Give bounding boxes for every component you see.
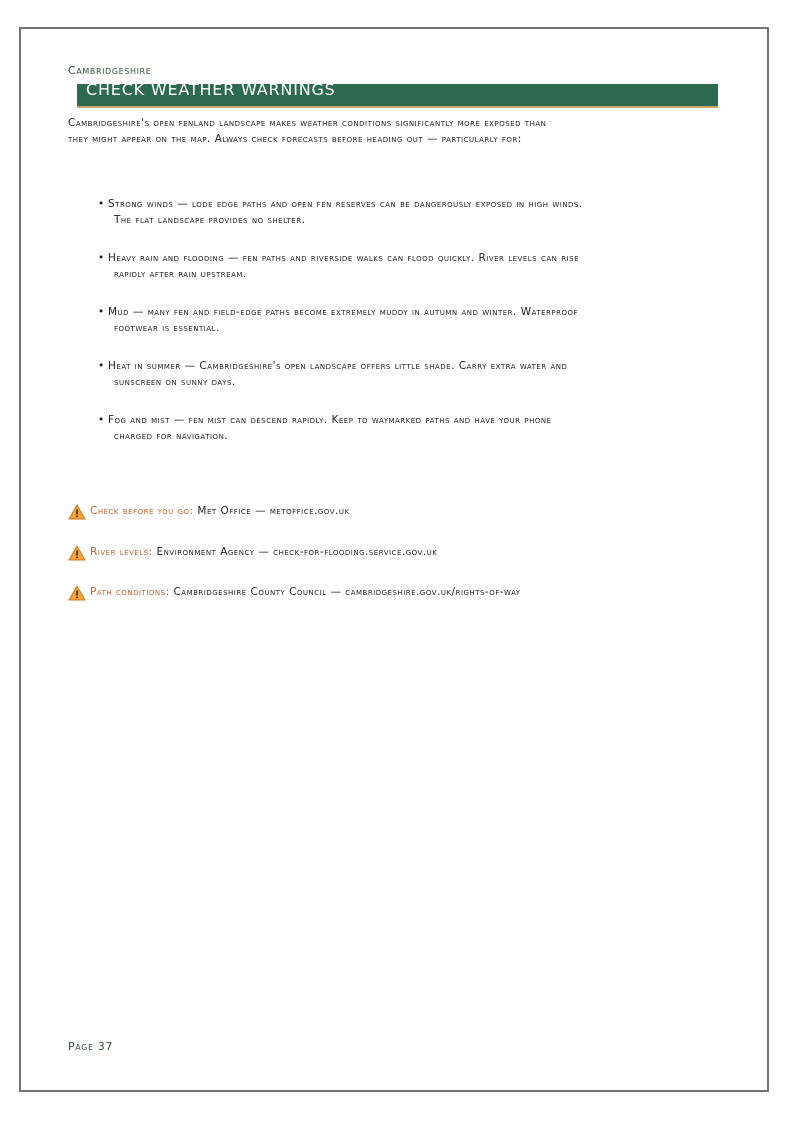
notice-label: River levels: (90, 546, 153, 558)
intro-paragraph: Cambridgeshire's open fenland landscape makes weather conditions significantly more exposed than they might appear on the map. Always check forecasts before heading out — particularly for: (68, 117, 547, 145)
list-item (88, 250, 588, 282)
notice-text: Environment Agency — check-for-flooding.service.gov.uk (156, 546, 438, 558)
notice-path-conditions (68, 584, 588, 601)
notice-check-before-you-go (68, 503, 588, 520)
notice-text: Met Office — metoffice.gov.uk (197, 505, 350, 517)
weather-hazard-list (88, 196, 588, 466)
warning-icon (68, 585, 86, 601)
bullet-icon: • (98, 360, 105, 372)
bullet-icon: • (98, 306, 105, 318)
list-item (88, 358, 588, 390)
list-item (88, 304, 588, 336)
notice-river-levels (68, 544, 588, 561)
list-item-text: Strong winds — lode edge paths and open fen reserves can be dangerously exposed in high winds. The flat landscape provides no shelter. (108, 198, 583, 226)
page-number: Page 37 (68, 1040, 113, 1053)
warning-icon (68, 545, 86, 561)
list-item-text: Heavy rain and flooding — fen paths and riverside walks can flood quickly. River levels can rise rapidly after rain upstream. (108, 252, 579, 280)
list-item (88, 196, 588, 228)
section-title: CHECK WEATHER WARNINGS (86, 80, 336, 99)
bullet-icon: • (98, 414, 105, 426)
list-item (88, 412, 588, 444)
running-header: Cambridgeshire (68, 64, 152, 77)
list-item-text: Fog and mist — fen mist can descend rapidly. Keep to waymarked paths and have your phone charged for navigation. (108, 414, 552, 442)
notice-label: Path conditions: (90, 586, 170, 598)
list-item-text: Heat in summer — Cambridgeshire's open landscape offers little shade. Carry extra water and sunscreen on sunny days. (108, 360, 568, 388)
notice-text: Cambridgeshire County Council — cambridgeshire.gov.uk/rights-of-way (173, 586, 521, 598)
section-title-bar (77, 80, 718, 108)
bullet-icon: • (98, 198, 105, 210)
list-item-text: Mud — many fen and field-edge paths become extremely muddy in autumn and winter. Waterproof footwear is essential. (108, 306, 579, 334)
bullet-icon: • (98, 252, 105, 264)
warning-icon (68, 504, 86, 520)
notice-label: Check before you go: (90, 505, 194, 517)
